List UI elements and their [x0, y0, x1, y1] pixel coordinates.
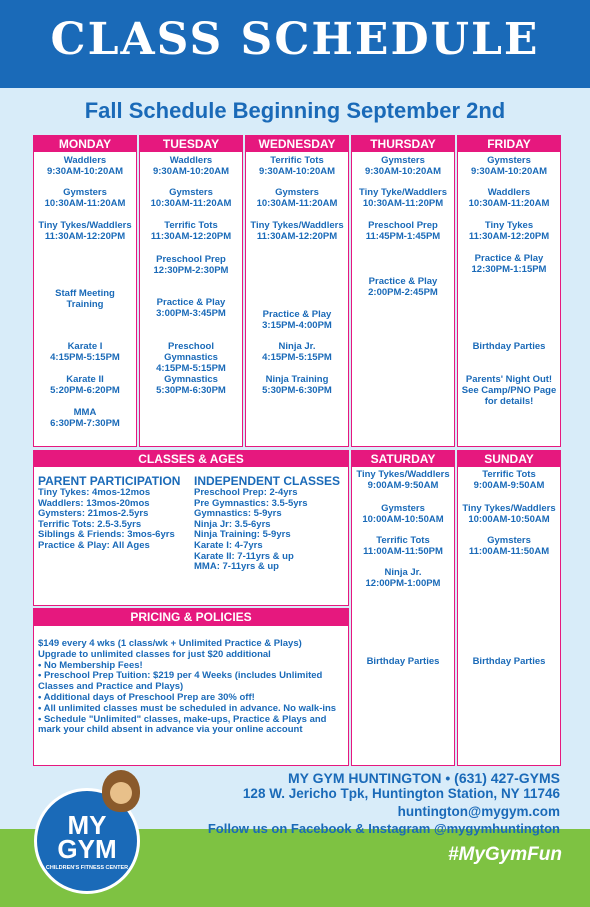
logo-tagline: CHILDREN'S FITNESS CENTER	[45, 865, 129, 871]
age-line: Tiny Tykes: 4mos-12mos	[38, 487, 151, 498]
friday-header: FRIDAY	[458, 136, 560, 152]
age-line: Karate II: 7-11yrs & up	[194, 550, 294, 562]
monday-header: MONDAY	[34, 136, 136, 152]
contact-address: 128 W. Jericho Tpk, Huntington Station, NY 11746	[242, 786, 560, 801]
pricing-line: Classes and Practice and Plays)	[38, 681, 184, 693]
age-line: Karate I: 4-7yrs	[194, 539, 263, 551]
age-line: Practice & Play: All Ages	[38, 539, 150, 551]
pricing-section	[33, 608, 349, 766]
class-slot: Terrific Tots 11:00AM-11:50PM	[363, 535, 443, 557]
thursday-column	[351, 135, 455, 447]
logo-line-2: GYM	[57, 834, 117, 864]
class-slot: Birthday Parties	[366, 656, 440, 667]
pricing-details	[38, 639, 346, 736]
class-slot: Practice & Play 12:30PM-1:15PM	[471, 253, 547, 275]
class-slot: Preschool Prep 12:30PM-2:30PM	[153, 254, 229, 276]
class-slot: Practice & Play 3:15PM-4:00PM	[262, 309, 332, 331]
class-slot: Waddlers 10:30AM-11:20AM	[468, 187, 550, 209]
age-line: Ninja Jr: 3.5-6yrs	[194, 518, 271, 530]
friday-column	[457, 135, 561, 447]
pricing-header: PRICING & POLICIES	[34, 609, 348, 626]
contact-name-phone: MY GYM HUNTINGTON • (631) 427-GYMS	[288, 770, 560, 786]
age-line: Siblings & Friends: 3mos-6yrs	[38, 529, 175, 541]
class-slot: Tiny Tykes/Waddlers 11:30AM-12:20PM	[250, 220, 344, 242]
monday-column	[33, 135, 137, 447]
class-slot: Practice & Play 2:00PM-2:45PM	[368, 276, 438, 298]
pricing-line: • Additional days of Preschool Prep are 30% off!	[38, 691, 255, 703]
hashtag: #MyGymFun	[447, 844, 562, 865]
wednesday-header: WEDNESDAY	[246, 136, 348, 152]
age-line: Gymsters: 21mos-2.5yrs	[38, 508, 149, 520]
class-slot: Gymsters 9:30AM-10:20AM	[470, 155, 548, 177]
pricing-line: • Preschool Prep Tuition: $219 per 4 Weeks (includes Unlimited	[38, 670, 323, 682]
class-slot: Tiny Tykes 11:30AM-12:20PM	[468, 220, 550, 242]
parent-participation	[38, 475, 196, 552]
pricing-line: • Schedule "Unlimited" classes, make-ups, Practice & Plays and	[38, 713, 327, 725]
wednesday-column	[245, 135, 349, 447]
schedule-subtitle: Fall Schedule Beginning September 2nd	[84, 98, 506, 123]
tuesday-column	[139, 135, 243, 447]
title-banner	[0, 0, 590, 88]
independent-classes-title: INDEPENDENT CLASSES	[194, 474, 341, 488]
class-slot: Gymsters 10:30AM-11:20AM	[256, 187, 338, 209]
class-slot: MMA 6:30PM-7:30PM	[50, 407, 120, 429]
class-slot: Birthday Parties	[472, 656, 546, 667]
classes-ages-section	[33, 450, 349, 606]
class-slot: Tiny Tyke/Waddlers 10:30AM-11:20PM	[359, 187, 447, 209]
pricing-line: $149 every 4 wks (1 class/wk + Unlimited Practice & Plays)	[38, 638, 302, 649]
sunday-header: SUNDAY	[458, 451, 560, 467]
class-slot: Gymsters 10:00AM-10:50AM	[362, 503, 444, 525]
class-slot: Staff Meeting Training	[55, 288, 115, 310]
class-slot: Ninja Training 5:30PM-6:30PM	[262, 374, 332, 396]
thursday-header: THURSDAY	[352, 136, 454, 152]
class-slot: Tiny Tykes/Waddlers 9:00AM-9:50AM	[356, 469, 450, 491]
age-line: Ninja Training: 5-9yrs	[194, 529, 291, 541]
social-handle[interactable]: Follow us on Facebook & Instagram @mygymhuntington	[207, 821, 560, 836]
sunday-column	[457, 450, 561, 766]
class-slot: Karate I 4:15PM-5:15PM	[50, 341, 120, 363]
age-line: Terrific Tots: 2.5-3.5yrs	[38, 518, 142, 530]
age-line: Preschool Prep: 2-4yrs	[194, 487, 298, 498]
saturday-header: SATURDAY	[352, 451, 454, 467]
class-slot: Terrific Tots 9:30AM-10:20AM	[258, 155, 336, 177]
class-slot: Terrific Tots 9:00AM-9:50AM	[473, 469, 545, 491]
age-line: MMA: 7-11yrs & up	[194, 561, 279, 573]
classes-ages-header: CLASSES & AGES	[34, 451, 348, 467]
class-slot: Gymnastics 5:30PM-6:30PM	[156, 374, 226, 396]
class-slot: Ninja Jr. 12:00PM-1:00PM	[365, 567, 441, 589]
class-slot: Practice & Play 3:00PM-3:45PM	[156, 297, 226, 319]
class-slot: Parents' Night Out! See Camp/PNO Page for details!	[461, 374, 557, 407]
class-slot: Tiny Tykes/Waddlers 10:00AM-10:50AM	[462, 503, 556, 525]
age-line: Pre Gymnastics: 3.5-5yrs	[194, 497, 308, 509]
pricing-line: mark your child absent in advance via your online account	[38, 724, 303, 736]
class-slot: Gymsters 10:30AM-11:20AM	[150, 187, 232, 209]
saturday-column	[351, 450, 455, 766]
class-slot: Gymsters 9:30AM-10:20AM	[364, 155, 442, 177]
pricing-line: • All unlimited classes must be scheduled in advance. No walk-ins	[38, 702, 337, 714]
page-title: CLASS SCHEDULE	[50, 14, 540, 65]
class-slot: Waddlers 9:30AM-10:20AM	[46, 155, 124, 177]
class-slot: Karate II 5:20PM-6:20PM	[50, 374, 120, 396]
class-slot: Birthday Parties	[472, 341, 546, 352]
class-slot: Terrific Tots 11:30AM-12:20PM	[150, 220, 232, 242]
class-slot: Gymsters 11:00AM-11:50AM	[468, 535, 550, 557]
class-slot: Waddlers 9:30AM-10:20AM	[152, 155, 230, 177]
age-line: Waddlers: 13mos-20mos	[38, 497, 150, 509]
parent-participation-title: PARENT PARTICIPATION	[38, 474, 181, 488]
class-slot: Preschool Gymnastics 4:15PM-5:15PM	[156, 341, 226, 374]
tuesday-header: TUESDAY	[140, 136, 242, 152]
class-slot: Gymsters 10:30AM-11:20AM	[44, 187, 126, 209]
class-slot: Ninja Jr. 4:15PM-5:15PM	[262, 341, 332, 363]
contact-email[interactable]: huntington@mygym.com	[397, 804, 560, 819]
class-slot: Tiny Tykes/Waddlers 11:30AM-12:20PM	[38, 220, 132, 242]
logo-line-1: MY	[67, 810, 107, 840]
independent-classes	[194, 475, 348, 573]
class-slot: Preschool Prep 11:45PM-1:45PM	[365, 220, 441, 242]
pricing-line: • No Membership Fees!	[38, 659, 143, 671]
age-line: Gymnastics: 5-9yrs	[194, 508, 282, 520]
pricing-line: Upgrade to unlimited classes for just $20 additional	[38, 648, 271, 660]
monkey-mascot-icon	[102, 770, 140, 812]
